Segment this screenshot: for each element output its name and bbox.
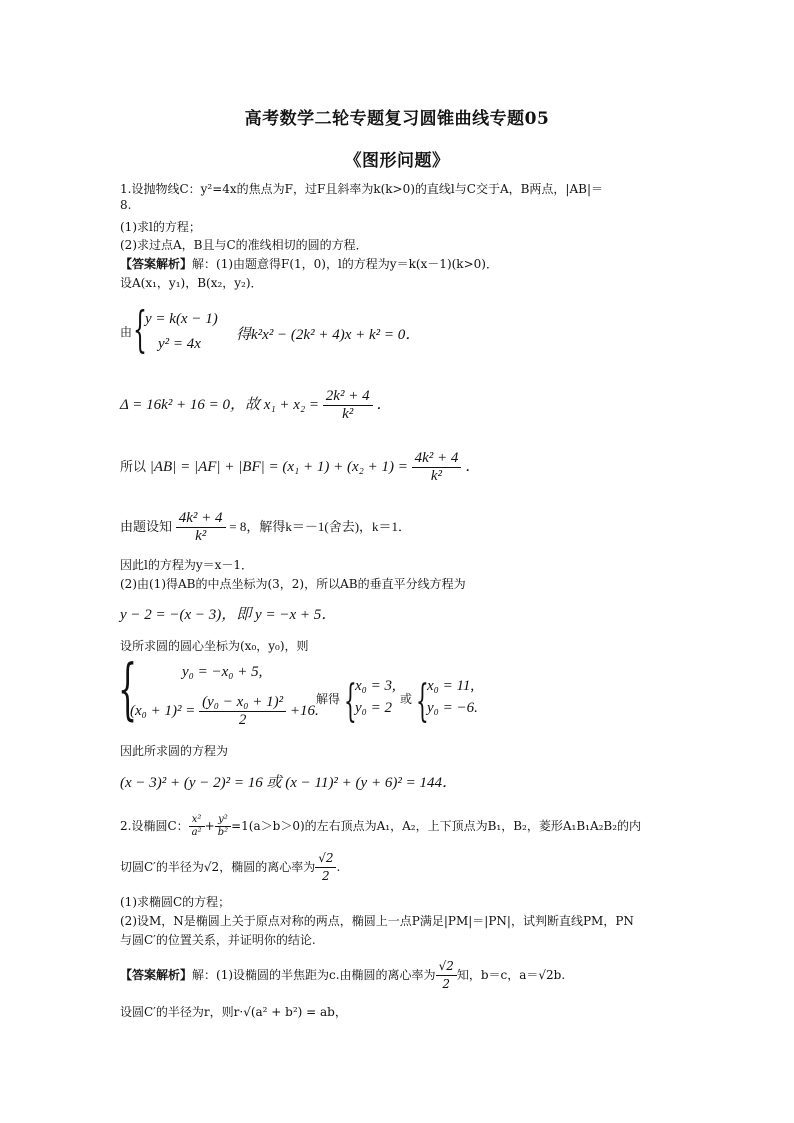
- q1-delta-line: [120, 388, 391, 423]
- q1-stem-line2: 8.: [120, 198, 132, 212]
- q1-condition-prefix: 由题设知: [120, 518, 173, 534]
- fraction-denominator: k²: [342, 406, 354, 422]
- fraction-numerator: y²: [215, 814, 231, 827]
- q1-ab-expression: |AB| = |AF| + |BF| = (x₁ + 1) + (x₂ + 1) =: [149, 458, 408, 475]
- fraction-numerator: 2k² + 4: [323, 388, 373, 406]
- answer-label: 【答案解析】: [120, 257, 193, 271]
- q1-system-row2: y² = 4x: [158, 336, 201, 352]
- fraction-denominator: 2: [442, 977, 451, 991]
- q2-last-line: 设圆C′的半径为r，则r·√(a² + b²) = ab，: [120, 1005, 347, 1019]
- q1-center-setup: 设所求圆的圆心坐标为(x₀，y₀)，则: [120, 639, 309, 653]
- left-brace-icon: {: [344, 674, 357, 727]
- left-brace-icon: {: [416, 674, 429, 727]
- q1-condition-solution: = 8，解得k＝－1(舍去)，k＝1．: [229, 518, 412, 534]
- q1-part2: (2)求过点A，B且与C的准线相切的圆的方程．: [120, 238, 368, 252]
- q1-system-prefix: 由: [120, 325, 133, 339]
- q2-stem-line2: [120, 850, 340, 885]
- q2-stem-end: .: [336, 860, 341, 874]
- q2-stem-start: 2.设椭圆C：: [120, 819, 189, 833]
- fraction-numerator: √2: [436, 958, 457, 976]
- q2-x-fraction: [189, 814, 205, 839]
- q1-sol1-row2: y₀ = 2: [355, 700, 392, 716]
- answer-end: 知，b＝c，a＝√2b.: [456, 968, 566, 982]
- left-brace-icon: {: [118, 652, 138, 729]
- q2-eccentricity-fraction: [315, 850, 336, 885]
- q1-system-row1: y = k(x − 1): [145, 311, 218, 327]
- q1-delta-end: ．: [376, 396, 392, 413]
- answer-label: 【答案解析】: [120, 968, 193, 982]
- q1-answer-line: [120, 255, 498, 272]
- fraction-denominator: k²: [195, 528, 207, 544]
- q2-answer-line: [120, 958, 565, 993]
- answer-text: 解：(1)设椭圆的半焦距为c.由椭圆的离心率为: [192, 968, 436, 982]
- q2-stem-rest: =1(a＞b＞0)的左右顶点为A₁，A₂，上下顶点为B₁，B₂，菱形A₁B₁A₂B₂的内: [231, 819, 642, 833]
- q1-line-equation: 因此l的方程为y＝x－1．: [120, 558, 254, 572]
- fraction-numerator: √2: [315, 850, 336, 868]
- q2-y-fraction: [215, 814, 231, 839]
- q1-delta-fraction: [323, 388, 373, 423]
- q1-solve-word: 解得: [316, 692, 341, 706]
- q1-condition-line: [120, 510, 411, 545]
- fraction-denominator: 2: [238, 712, 247, 728]
- q1-part2-solution: (2)由(1)得AB的中点坐标为(3，2)，所以AB的垂直平分线方程为: [120, 577, 466, 591]
- q1-big-row2-fraction: [199, 694, 286, 729]
- fraction-denominator: b²: [217, 827, 229, 838]
- page-title: 高考数学二轮专题复习圆锥曲线专题05: [244, 109, 550, 129]
- q1-sol1-row1: x₀ = 3,: [355, 678, 396, 694]
- fraction-numerator: x²: [189, 814, 205, 827]
- q2-part1: (1)求椭圆C的方程；: [120, 895, 231, 909]
- q1-perpendicular-equation: y − 2 = −(x − 3)，即 y = −x + 5．: [120, 607, 337, 623]
- q1-sol2-row1: x₀ = 11,: [427, 678, 475, 694]
- q1-delta-left: Δ = 16k² + 16 = 0，故 x₁ + x₂ =: [120, 396, 320, 413]
- fraction-numerator: 4k² + 4: [412, 450, 462, 468]
- left-brace-icon: {: [133, 304, 147, 359]
- q1-ab-prefix: 所以: [120, 458, 147, 474]
- q2-stem-radius: 切圆C′的半径为√2，椭圆的离心率为: [120, 860, 316, 874]
- fraction-denominator: 2: [322, 869, 330, 883]
- q2-stem-line1: [120, 814, 641, 839]
- q2-answer-fraction: [436, 958, 457, 993]
- q1-stem-line1: 1.设抛物线C：y²=4x的焦点为F，过F且斜率为k(k>0)的直线l与C交于A，B两点，|AB|＝: [120, 182, 604, 196]
- q1-ab-fraction: [412, 450, 462, 485]
- q1-circle-intro: 因此所求圆的方程为: [120, 744, 229, 758]
- q1-circle-equation: (x − 3)² + (y − 2)² = 16 或 (x − 11)² + (y + 6)² = 144．: [120, 775, 457, 791]
- fraction-denominator: k²: [430, 468, 443, 484]
- q1-big-row2-right: +16.: [289, 702, 319, 719]
- q1-or-word: 或: [400, 692, 413, 706]
- q1-big-row2-left: (x₀ + 1)² =: [130, 702, 196, 719]
- page-subtitle: 《图形问题》: [344, 151, 450, 171]
- q1-ab-line: [120, 450, 480, 485]
- q1-ab-end: ．: [465, 458, 481, 475]
- fraction-numerator: 4k² + 4: [176, 510, 226, 528]
- q1-system-result: 得k²x² − (2k² + 4)x + k² = 0．: [236, 327, 421, 343]
- answer-text: 解：(1)由题意得F(1，0)，l的方程为y＝k(x－1)(k>0)．: [192, 257, 498, 271]
- q2-plus: +: [204, 819, 215, 833]
- q1-part1: (1)求l的方程；: [120, 220, 201, 234]
- fraction-numerator: (y₀ − x₀ + 1)²: [199, 694, 286, 712]
- q1-sol2-row2: y₀ = −6.: [427, 700, 478, 716]
- q2-part2-line2: 与圆C′的位置关系，并证明你的结论.: [120, 933, 316, 947]
- q1-set-points: 设A(x₁，y₁)，B(x₂，y₂)．: [120, 276, 263, 290]
- q1-big-row2: [130, 694, 319, 729]
- fraction-denominator: a²: [191, 827, 202, 838]
- q2-part2-line1: (2)设M，N是椭圆上关于原点对称的两点，椭圆上一点P满足|PM|＝|PN|，试判断直线PM，PN: [120, 914, 634, 928]
- q1-condition-fraction: [176, 510, 226, 545]
- q1-big-row1: y₀ = −x₀ + 5,: [182, 664, 263, 680]
